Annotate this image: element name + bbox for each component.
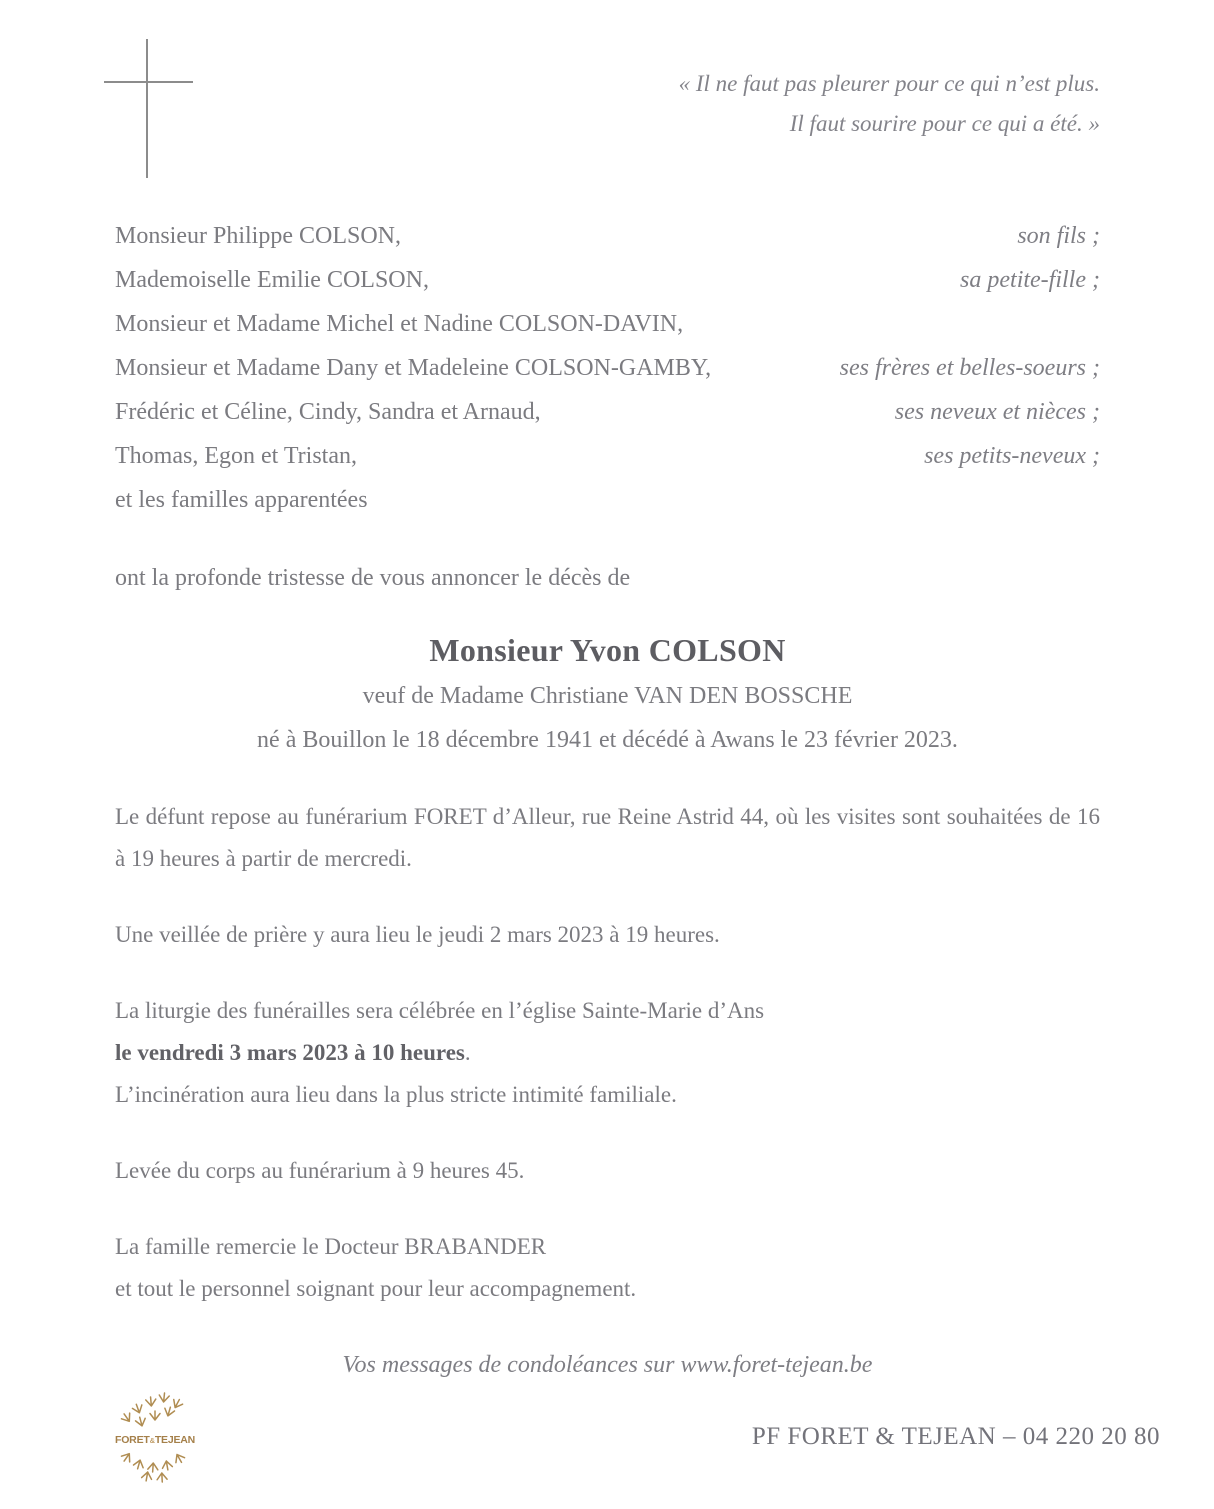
funeral-date-bold: le vendredi 3 mars 2023 à 10 heures [115, 1040, 465, 1065]
condolences-line: Vos messages de condoléances sur www.foret-tejean.be [342, 1352, 873, 1378]
family-row [115, 390, 1100, 434]
family-name: Monsieur et Madame Michel et Nadine COLSON-DAVIN, [115, 311, 684, 337]
paragraph-levee: Levée du corps au funérarium à 9 heures 45. [115, 1158, 525, 1183]
family-list [115, 214, 1100, 522]
family-row [115, 214, 1100, 258]
family-relation: sa petite-fille ; [960, 267, 1100, 293]
incineration-line: L’incinération aura lieu dans la plus stricte intimité familiale. [115, 1082, 677, 1107]
family-row [115, 302, 1100, 346]
logo-text-right: TEJEAN [154, 1434, 196, 1446]
liturgie-line: La liturgie des funérailles sera célébrée en l’église Sainte-Marie d’Ans [115, 998, 765, 1023]
funeral-date-line [115, 1032, 1100, 1074]
paragraph-liturgie [115, 990, 1100, 1116]
family-row [115, 434, 1100, 478]
birth-death-line: né à Bouillon le 18 décembre 1941 et décédé à Awans le 23 février 2023. [257, 727, 958, 753]
funeral-home-contact: PF FORET & TEJEAN – 04 220 20 80 [751, 1423, 1160, 1450]
paragraph-remerciement [115, 1226, 1100, 1310]
family-relation: ses frères et belles-soeurs ; [839, 355, 1100, 381]
remerciement-line-2: et tout le personnel soignant pour leur accompagnement. [115, 1276, 637, 1301]
family-name: Monsieur et Madame Dany et Madeleine COLSON-GAMBY, [115, 355, 712, 381]
quote-line-2: Il faut sourire pour ce qui a été. » [789, 111, 1100, 136]
paragraph-veillee: Une veillée de prière y aura lieu le jeudi 2 mars 2023 à 19 heures. [115, 922, 720, 947]
opening-quote [115, 0, 1100, 144]
funeral-date-period: . [464, 1040, 471, 1065]
cross-icon [96, 36, 196, 181]
family-relation: son fils ; [1017, 223, 1100, 249]
widower-line: veuf de Madame Christiane VAN DEN BOSSCHE [362, 683, 853, 709]
family-row [115, 478, 1100, 522]
quote-line-1: « Il ne faut pas pleurer pour ce qui n’est plus. [678, 71, 1100, 96]
family-relation: ses petits-neveux ; [924, 443, 1100, 469]
family-name: Monsieur Philippe COLSON, [115, 223, 402, 249]
paragraph-repose: Le défunt repose au funérarium FORET d’Alleur, rue Reine Astrid 44, où les visites sont souhaitées de 16 à 19 heures à partir de mercredi. [115, 804, 1100, 871]
announcement-line: ont la profonde tristesse de vous annoncer le décès de [115, 565, 631, 591]
funeral-home-logo [115, 1390, 196, 1490]
family-name: Thomas, Egon et Tristan, [115, 443, 358, 469]
family-name: Mademoiselle Emilie COLSON, [115, 267, 429, 293]
family-relation: ses neveux et nièces ; [894, 399, 1100, 425]
remerciement-line-1: La famille remercie le Docteur BRABANDER [115, 1234, 547, 1259]
deceased-name: Monsieur Yvon COLSON [429, 632, 786, 668]
logo-text-left: FORET [115, 1434, 150, 1446]
logo-text [115, 1434, 196, 1446]
family-name: et les familles apparentées [115, 487, 368, 513]
family-name: Frédéric et Céline, Cindy, Sandra et Arnaud, [115, 399, 541, 425]
footer [115, 1390, 1160, 1490]
family-row [115, 346, 1100, 390]
deceased-block [115, 626, 1100, 762]
family-row [115, 258, 1100, 302]
logo-ampersand: & [149, 1436, 155, 1445]
